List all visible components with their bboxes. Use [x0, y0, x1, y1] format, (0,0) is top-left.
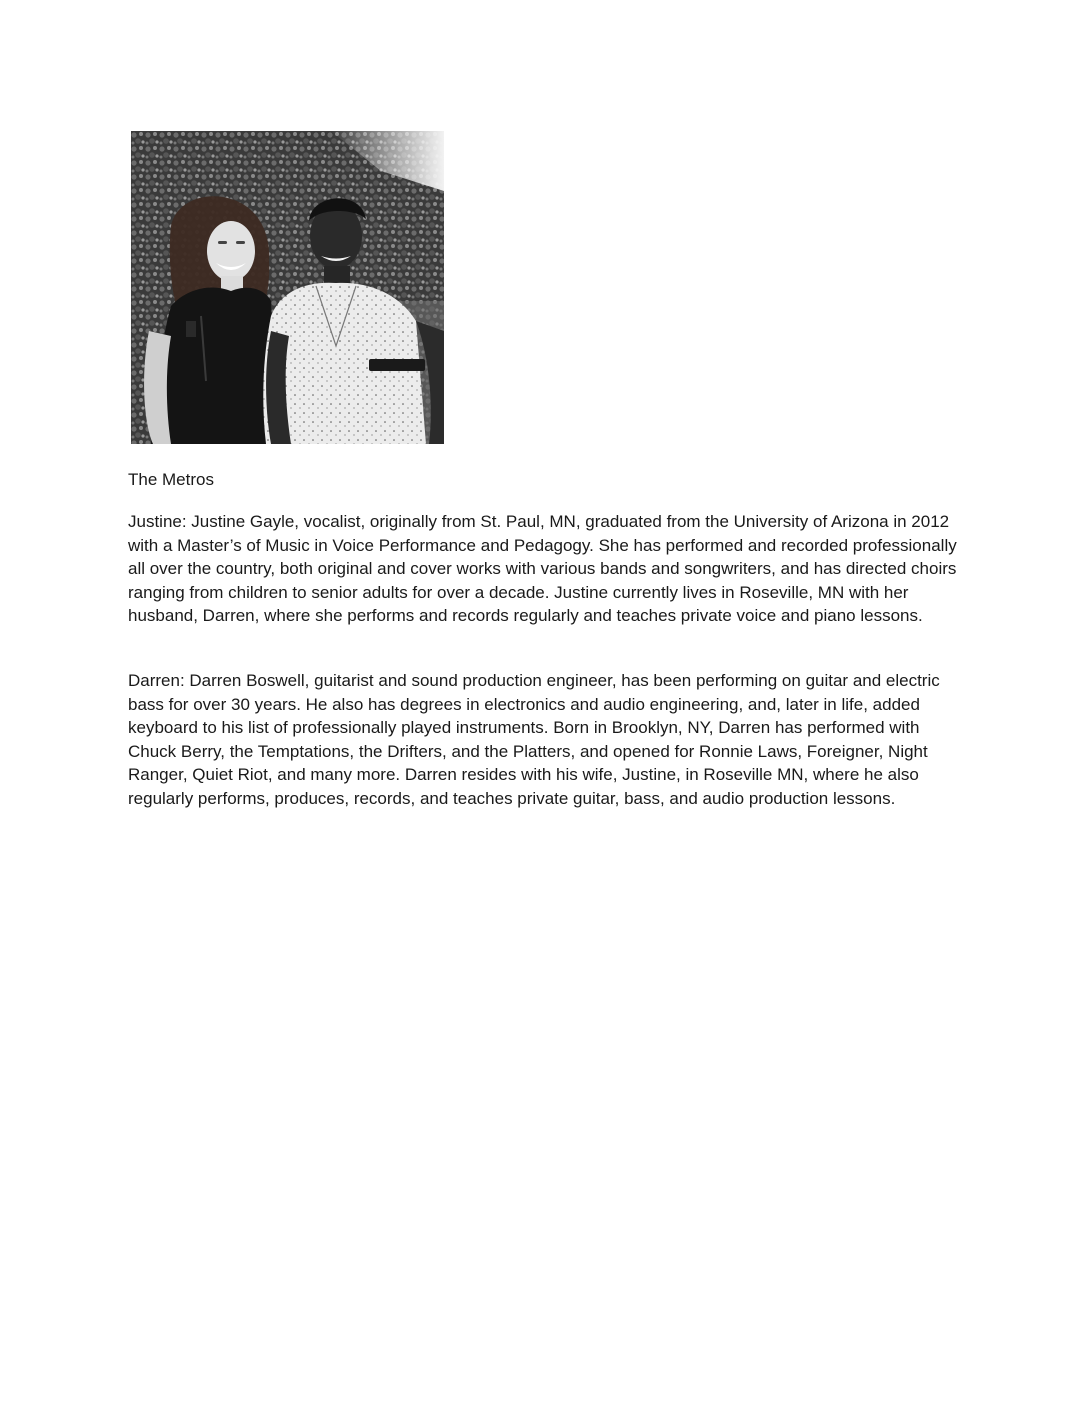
bio-paragraph-darren: Darren: Darren Boswell, guitarist and sound production engineer, has been performing on guitar and electric bass for over 30 years. He also has degrees in electronics and audio engineering, and, later in life, added keyboard to his list of professionally played instruments. Born in Brooklyn, NY, Darren has performed with Chuck Berry, the Temptations, the Drifters, and the Platters, and opened for Ronnie Laws, Foreigner, Night Ranger, Quiet Riot, and many more. Darren resides with his wife, Justine, in Roseville MN, where he also regularly performs, produces, records, and teaches private guitar, bass, and audio production lessons. [128, 671, 940, 808]
document-title: The Metros [128, 470, 214, 489]
band-photo-icon [131, 131, 444, 444]
bio-paragraph-justine: Justine: Justine Gayle, vocalist, originally from St. Paul, MN, graduated from the University of Arizona in 2012 with a Master’s of Music in Voice Performance and Pedagogy. She has performed and recorded professionally all over the country, both original and cover works with various bands and songwriters, and has directed choirs ranging from children to senior adults for over a decade. Justine currently lives in Roseville, MN with her husband, Darren, where she performs and records regularly and teaches private voice and piano lessons. [128, 512, 957, 625]
